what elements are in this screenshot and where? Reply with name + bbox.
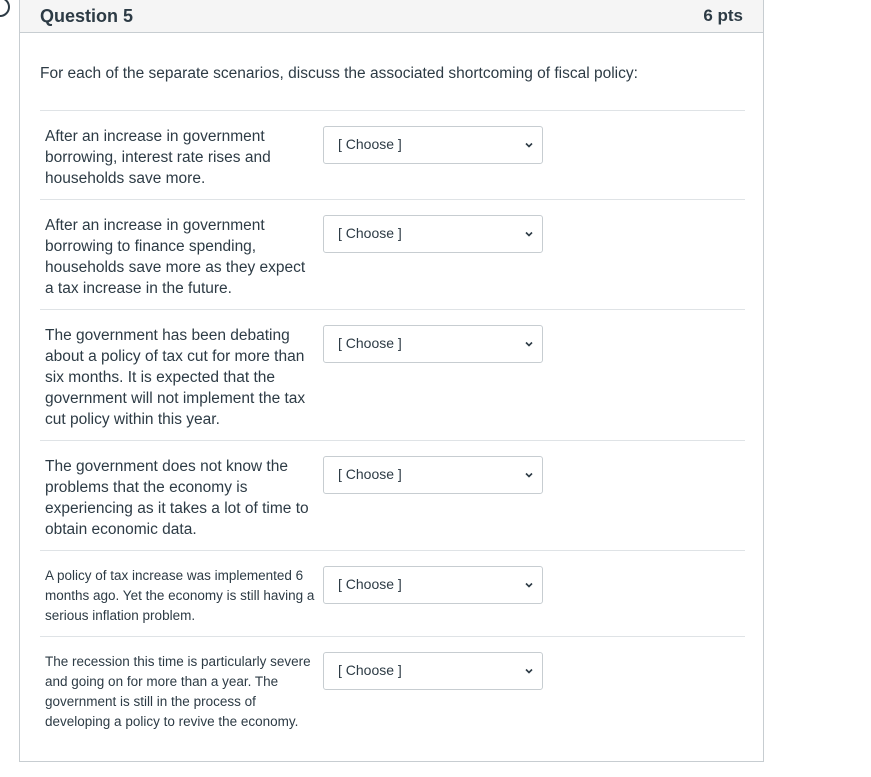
matching-row bbox=[40, 551, 745, 637]
question-card bbox=[19, 0, 764, 762]
chevron-down-icon bbox=[524, 470, 534, 480]
chevron-down-icon bbox=[524, 339, 534, 349]
question-title: Question 5 bbox=[40, 5, 134, 26]
dropdown-value: [ Choose ] bbox=[338, 576, 402, 592]
dropdown-value: [ Choose ] bbox=[338, 136, 402, 152]
scenario-text: After an increase in government borrowing, interest rate rises and households save more. bbox=[45, 128, 271, 187]
matching-list bbox=[40, 110, 745, 747]
scenario-text: After an increase in government borrowing to finance spending, households save more as they expect a tax increase in the future. bbox=[45, 217, 306, 297]
dropdown-value: [ Choose ] bbox=[338, 225, 402, 241]
question-points: 6 pts bbox=[703, 6, 743, 25]
matching-row bbox=[40, 200, 745, 310]
matching-row bbox=[40, 441, 745, 551]
question-prompt: For each of the separate scenarios, discuss the associated shortcoming of fiscal policy: bbox=[40, 65, 638, 82]
chevron-down-icon bbox=[524, 580, 534, 590]
dropdown-value: [ Choose ] bbox=[338, 335, 402, 351]
answer-dropdown[interactable] bbox=[323, 215, 543, 253]
scenario-text: The recession this time is particularly severe and going on for more than a year. The government is still in the process of developing a policy to revive the economy. bbox=[45, 654, 311, 729]
matching-row bbox=[40, 310, 745, 441]
answer-dropdown[interactable] bbox=[323, 126, 543, 164]
question-flag-icon[interactable] bbox=[0, 0, 10, 17]
chevron-down-icon bbox=[524, 229, 534, 239]
dropdown-value: [ Choose ] bbox=[338, 466, 402, 482]
answer-dropdown[interactable] bbox=[323, 652, 543, 690]
scenario-text: The government does not know the problems that the economy is experiencing as it takes a lot of time to obtain economic data. bbox=[45, 458, 309, 538]
chevron-down-icon bbox=[524, 140, 534, 150]
scenario-text: The government has been debating about a policy of tax cut for more than six months. It is expected that the government will not implement the tax cut policy within this year. bbox=[45, 327, 306, 428]
matching-row bbox=[40, 111, 745, 200]
answer-dropdown[interactable] bbox=[323, 325, 543, 363]
matching-row bbox=[40, 637, 745, 747]
dropdown-value: [ Choose ] bbox=[338, 662, 402, 678]
answer-dropdown[interactable] bbox=[323, 456, 543, 494]
scenario-text: A policy of tax increase was implemented 6 months ago. Yet the economy is still having a serious inflation problem. bbox=[45, 568, 315, 623]
chevron-down-icon bbox=[524, 666, 534, 676]
question-header bbox=[20, 0, 763, 33]
answer-dropdown[interactable] bbox=[323, 566, 543, 604]
